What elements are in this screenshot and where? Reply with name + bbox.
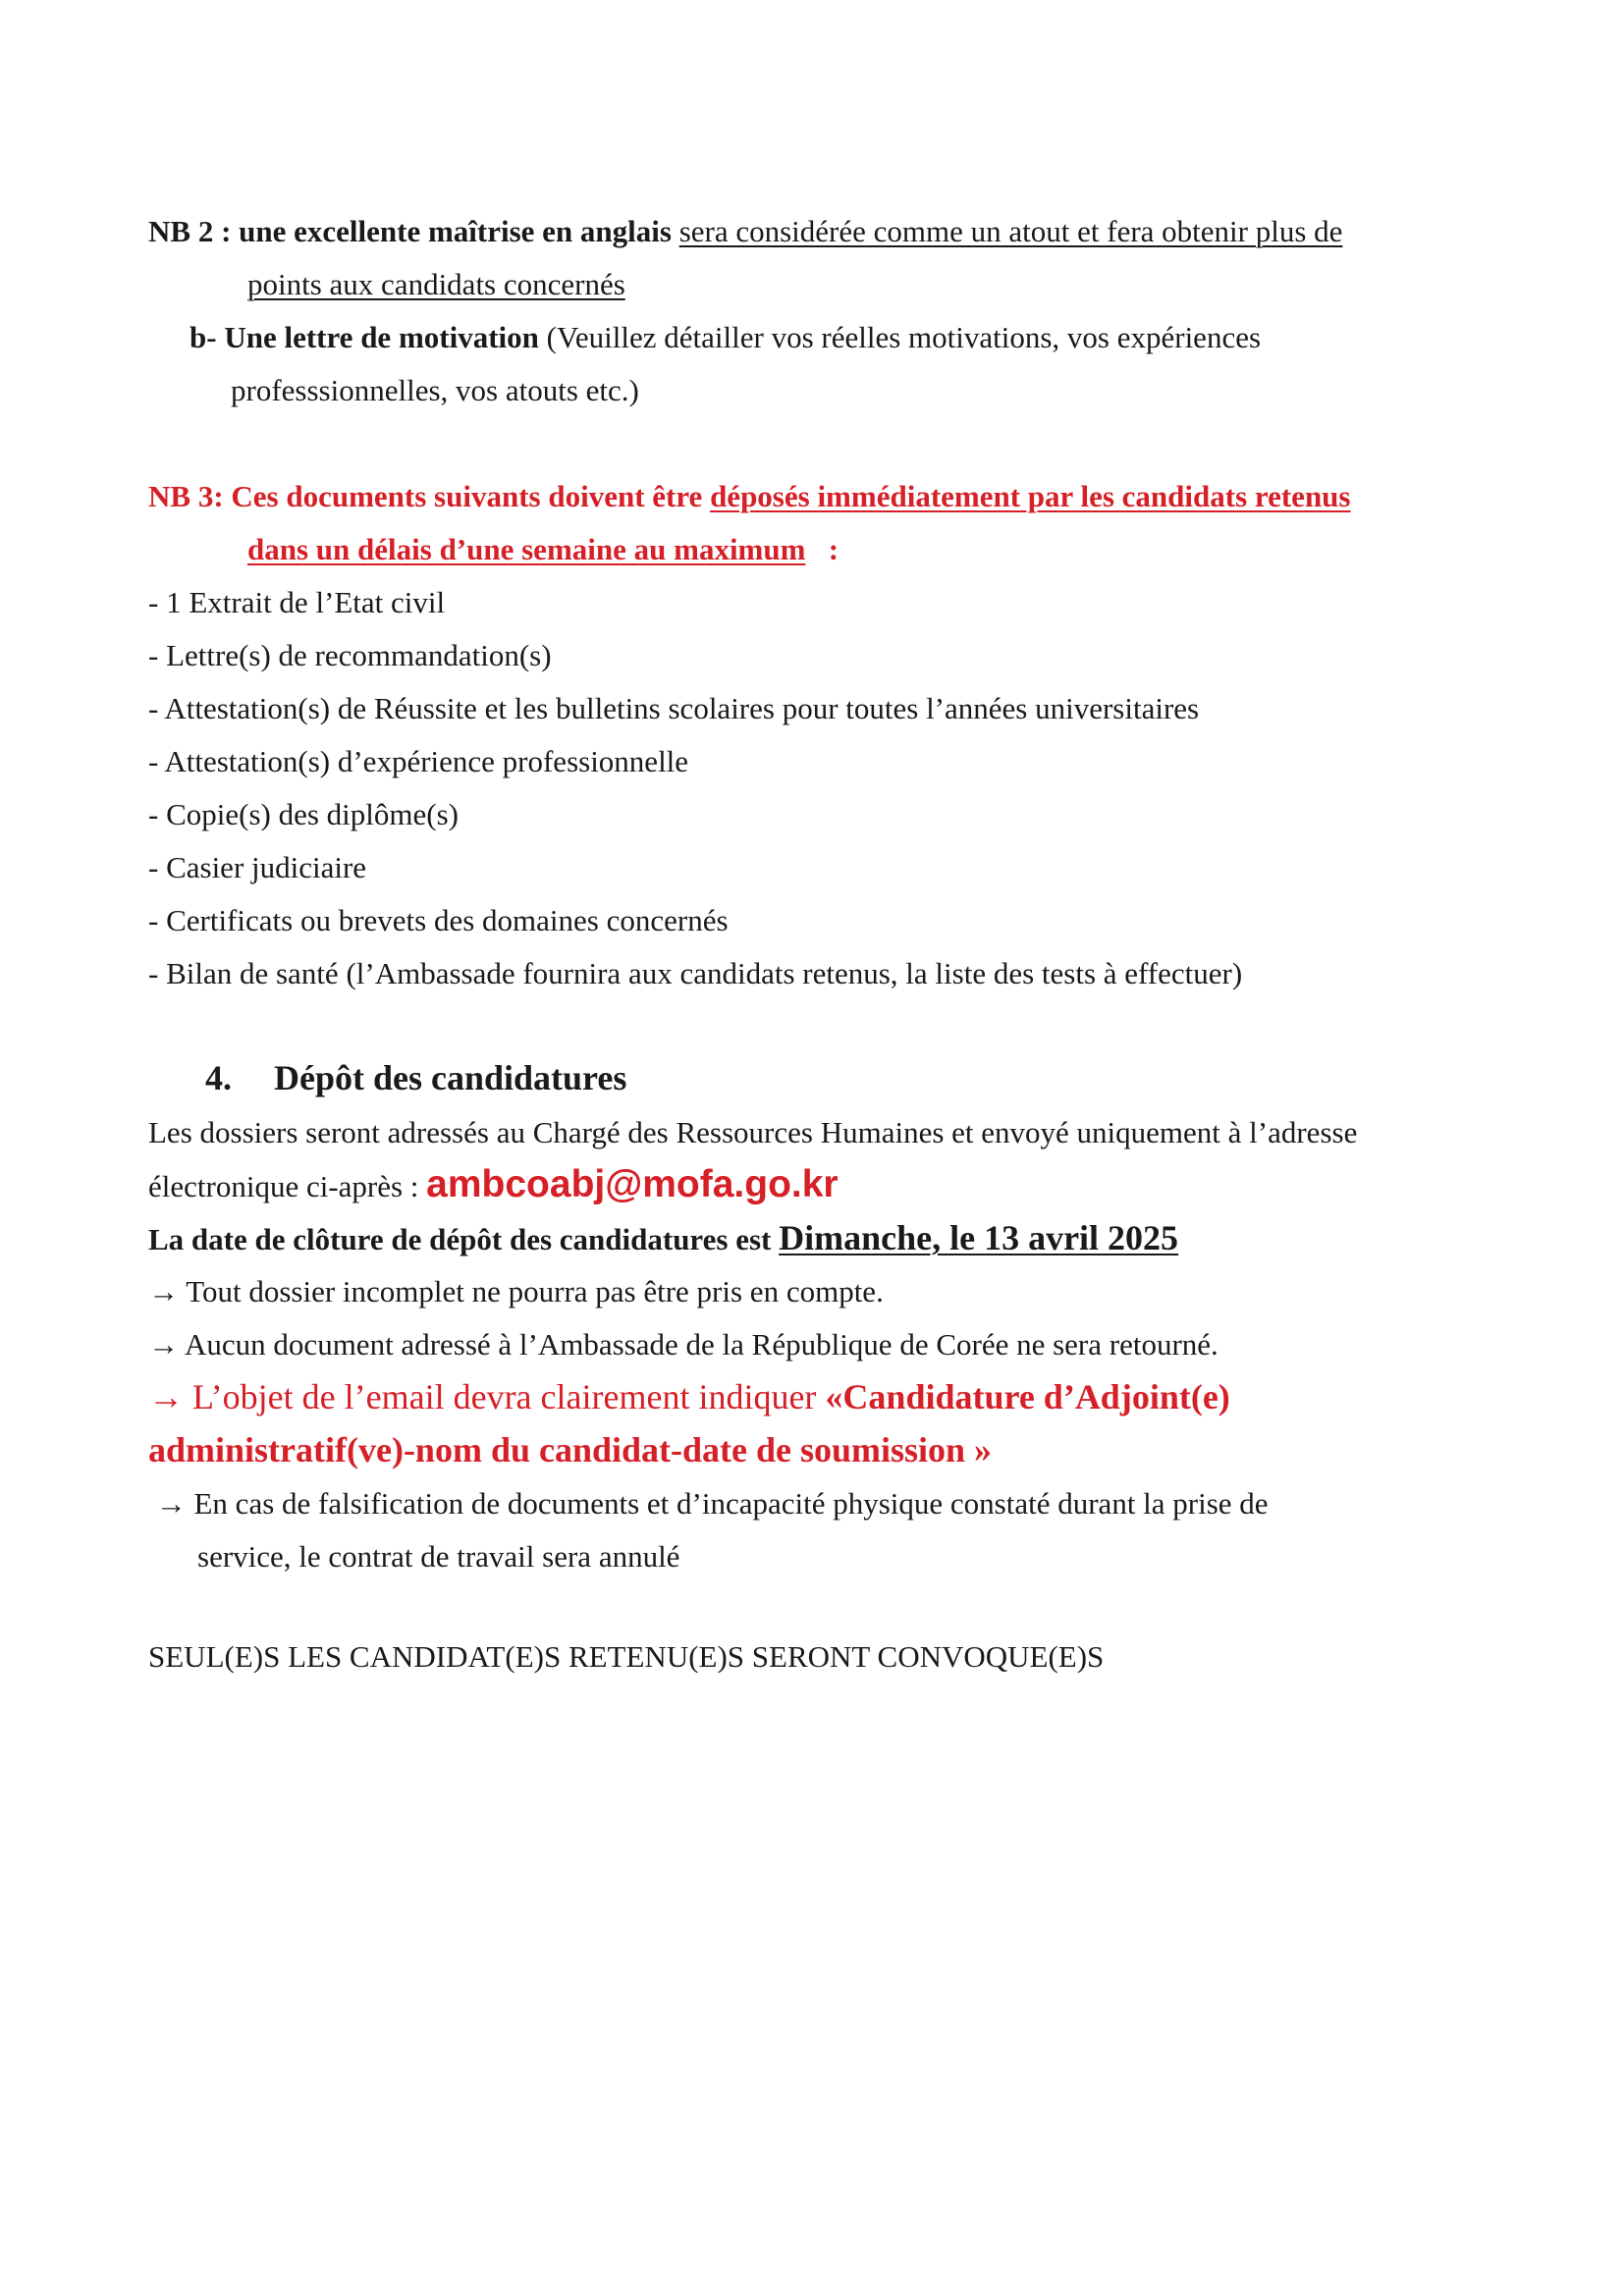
item-b-line-1 bbox=[189, 318, 1261, 357]
nb2-bold-text: une excellente maîtrise en anglais bbox=[239, 214, 672, 248]
note-email-subject-plain: → L’objet de l’email devra clairement indiquer bbox=[148, 1377, 826, 1416]
email-address-link[interactable]: ambcoabj@mofa.go.kr bbox=[426, 1163, 839, 1205]
note-falsification-line-2: service, le contrat de travail sera annulé bbox=[197, 1539, 680, 1574]
nb2-underlined-text-2: points aux candidats concernés bbox=[247, 267, 625, 301]
item-b-prefix: b bbox=[189, 320, 207, 354]
deadline-line bbox=[148, 1215, 1178, 1262]
document-list-item: - Certificats ou brevets des domaines concernés bbox=[148, 903, 729, 937]
nb2-line-2 bbox=[247, 265, 625, 304]
document-list-item: - Copie(s) des diplôme(s) bbox=[148, 797, 459, 831]
nb3-underlined-text-1: déposés immédiatement par les candidats retenus bbox=[710, 479, 1351, 513]
nb3-line-1 bbox=[148, 477, 1351, 516]
document-list-item: - Attestation(s) d’expérience professionnelle bbox=[148, 744, 689, 778]
section-4-heading bbox=[205, 1056, 626, 1099]
section-4-intro-text: électronique ci-après : bbox=[148, 1169, 427, 1203]
deadline-date: Dimanche, le 13 avril 2025 bbox=[779, 1218, 1179, 1257]
note-email-subject-bold: «Candidature d’Adjoint(e) bbox=[825, 1377, 1230, 1416]
document-list-item: - Attestation(s) de Réussite et les bulletins scolaires pour toutes l’années universitaires bbox=[148, 691, 1200, 725]
section-4-title: Dépôt des candidatures bbox=[274, 1058, 627, 1097]
nb3-line-2 bbox=[247, 530, 839, 569]
nb3-underlined-text-2: dans un délais d’une semaine au maximum bbox=[247, 532, 806, 566]
document-list-item: - Bilan de santé (l’Ambassade fournira aux candidats retenus, la liste des tests à effectuer) bbox=[148, 956, 1243, 990]
note-email-subject-line-2: administratif(ve)-nom du candidat-date de soumission » bbox=[148, 1430, 993, 1469]
nb3-tail: : bbox=[805, 532, 839, 566]
item-b-bold-text: - Une lettre de motivation bbox=[206, 320, 539, 354]
nb2-label: NB 2 : bbox=[148, 214, 240, 248]
document-list-item: - Lettre(s) de recommandation(s) bbox=[148, 638, 552, 672]
note-incomplete-file: → Tout dossier incomplet ne pourra pas être pris en compte. bbox=[148, 1274, 884, 1308]
section-4-intro-line-1: Les dossiers seront adressés au Chargé des Ressources Humaines et envoyé uniquement à l’adresse bbox=[148, 1115, 1358, 1149]
item-b-text-1: (Veuillez détailler vos réelles motivations, vos expériences bbox=[538, 320, 1262, 354]
section-4-intro-line-2 bbox=[148, 1162, 839, 1209]
deadline-label: La date de clôture de dépôt des candidatures est bbox=[148, 1222, 780, 1256]
note-documents-not-returned: → Aucun document adressé à l’Ambassade de la République de Corée ne sera retourné. bbox=[148, 1327, 1218, 1362]
item-b-line-2: professsionnelles, vos atouts etc.) bbox=[231, 373, 639, 407]
nb2-line-1 bbox=[148, 212, 1342, 251]
closing-statement: SEUL(E)S LES CANDIDAT(E)S RETENU(E)S SERONT CONVOQUE(E)S bbox=[148, 1639, 1105, 1674]
nb3-label: NB 3: Ces documents suivants doivent être bbox=[148, 479, 711, 513]
document-list-item: - 1 Extrait de l’Etat civil bbox=[148, 585, 446, 619]
document-list-item: - Casier judiciaire bbox=[148, 850, 367, 884]
note-falsification-line-1: → En cas de falsification de documents et d’incapacité physique constaté durant la prise de bbox=[148, 1486, 1269, 1521]
note-email-subject-line-1 bbox=[148, 1372, 1230, 1421]
section-4-number: 4. bbox=[205, 1058, 232, 1097]
nb2-underlined-text-1: sera considérée comme un atout et fera obtenir plus de bbox=[678, 214, 1343, 248]
